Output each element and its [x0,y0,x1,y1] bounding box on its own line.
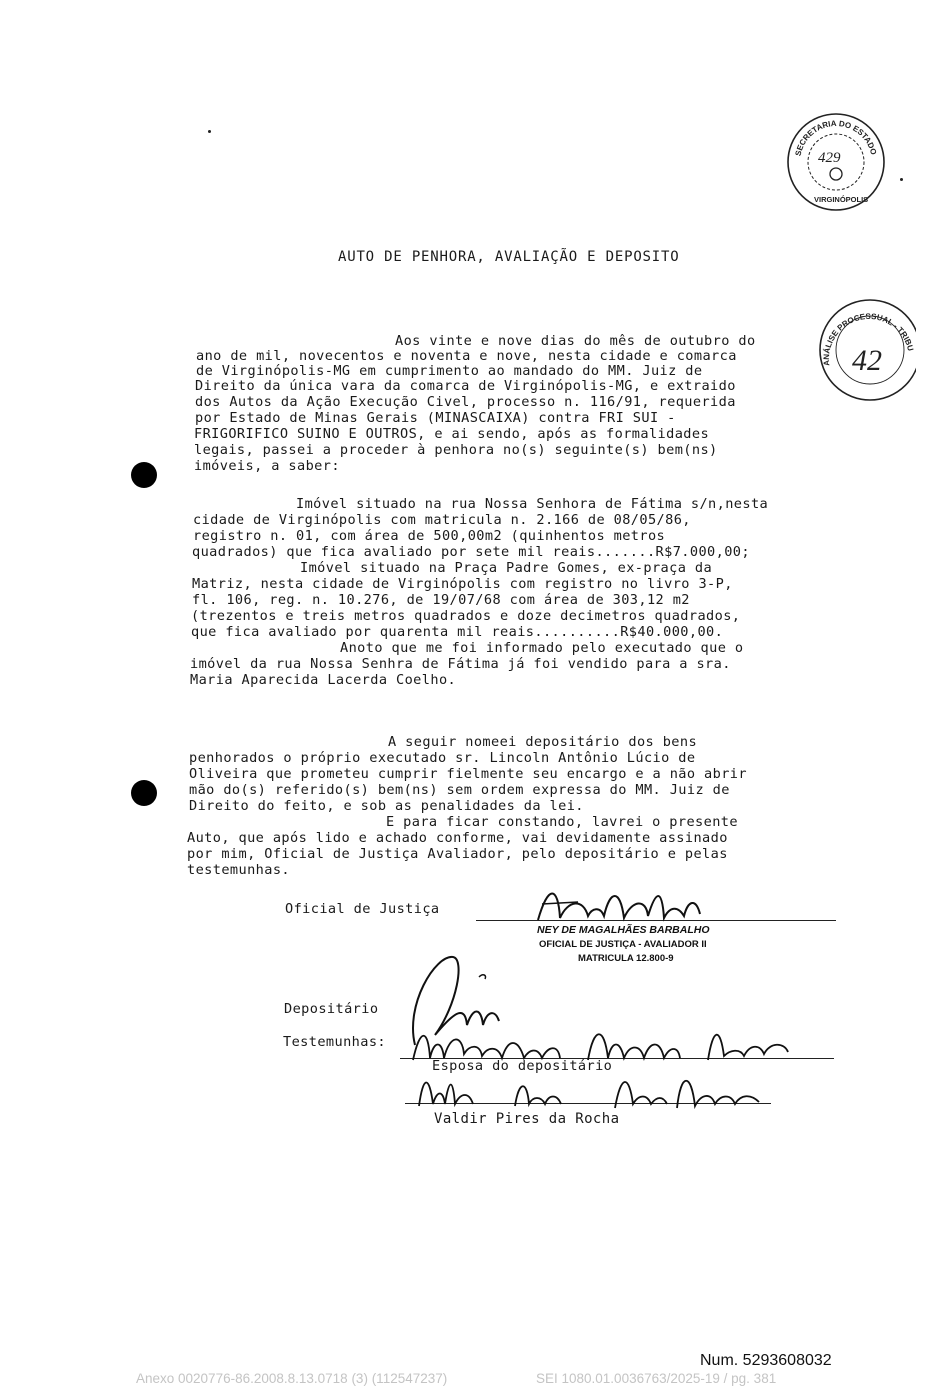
paragraph-3-line: Direito do feito, e sob as penalidades da lei. [189,798,584,814]
paragraph-3-line: A seguir nomeei depositário dos bens [388,734,698,750]
paragraph-1-line: de Virginópolis-MG em cumprimento ao mandado do MM. Juiz de [196,363,703,379]
depositario-label: Depositário [284,1001,379,1017]
paragraph-2-line: que fica avaliado por quarenta mil reais..........R$40.000,00. [191,624,724,640]
paragraph-2-line: Imóvel situado na Praça Padre Gomes, ex-praça da [300,560,713,576]
paragraph-2-line: imóvel da rua Nossa Senhra de Fátima já foi vendido para a sra. [190,656,731,672]
oficial-name: NEY DE MAGALHÃES BARBALHO [537,924,710,936]
witness1-caption: Esposa do depositário [432,1058,613,1074]
paragraph-1-line: imóveis, a saber: [194,458,340,474]
paragraph-1-line: legais, passei a proceder à penhora no(s) seguinte(s) bem(ns) [194,442,718,458]
paragraph-3-line: E para ficar constando, lavrei o presente [386,814,738,830]
paragraph-2-line: cidade de Virginópolis com matricula n. 2.166 de 08/05/86, [193,512,691,528]
scan-speck [900,178,903,181]
paragraph-2-line: Imóvel situado na rua Nossa Senhora de Fátima s/n,nesta [296,496,769,512]
paragraph-1-line: Direito da única vara da comarca de Virginópolis-MG, e extraido [195,378,736,394]
paragraph-3-line: penhorados o próprio executado sr. Lincoln Antônio Lúcio de [189,750,696,766]
testemunhas-label: Testemunhas: [283,1034,387,1050]
document-title: AUTO DE PENHORA, AVALIAÇÃO E DEPOSITO [338,249,680,265]
paragraph-2-line: fl. 106, reg. n. 10.276, de 19/07/68 com área de 303,12 m2 [192,592,690,608]
side-seal-handwritten-number: 42 [852,344,882,377]
paragraph-3-line: por mim, Oficial de Justiça Avaliador, pelo depositário e pelas [187,846,728,862]
side-seal-stamp [812,290,916,406]
paragraph-2-line: Anoto que me foi informado pelo executado que o [340,640,744,656]
paragraph-2-line: quadrados) que fica avaliado por sete mil reais.......R$7.000,00; [192,544,750,560]
punch-hole [131,780,157,806]
document-number: Num. 5293608032 [700,1352,832,1369]
paragraph-2-line: (trezentos e treis metros quadrados e doze decimetros quadrados, [191,608,741,624]
side-seal-outer-text: ANÁLISE PROCESSUAL - TRIBU [821,311,916,367]
witness2-handwritten-signature [415,1068,775,1114]
oficial-matricula: MATRICULA 12.800-9 [578,953,674,964]
paragraph-2-line: Maria Aparecida Lacerda Coelho. [190,672,457,688]
top-seal-stamp [784,110,888,214]
oficial-role: OFICIAL DE JUSTIÇA - AVALIADOR II [539,939,707,950]
top-seal-bottom-text: VIRGINÓPOLIS [814,195,869,204]
paragraph-3-line: Auto, que após lido e achado conforme, vai devidamente assinado [187,830,728,846]
paragraph-2-line: Matriz, nesta cidade de Virginópolis com registro no livro 3-P, [192,576,733,592]
paragraph-1-line: por Estado de Minas Gerais (MINASCAIXA) contra FRI SUI - [195,410,676,426]
top-seal-outer-text: SECRETARIA DO ESTADO [793,118,879,157]
punch-hole [131,462,157,488]
paragraph-1-line: dos Autos da Ação Execução Civel, processo n. 116/91, requerida [195,394,736,410]
paragraph-3-line: Oliveira que prometeu cumprir fielmente seu encargo e a não abrir [189,766,747,782]
top-seal-number: 429 [818,150,841,166]
paragraph-3-line: mão do(s) referido(s) bem(ns) sem ordem expressa do MM. Juiz de [189,782,730,798]
oficial-label: Oficial de Justiça [285,901,440,917]
paragraph-1-line: ano de mil, novecentos e noventa e nove, nesta cidade e comarca [196,348,737,364]
witness2-name: Valdir Pires da Rocha [434,1111,620,1127]
footer-anexo: Anexo 0020776-86.2008.8.13.0718 (3) (112547237) [136,1371,448,1386]
paragraph-2-line: registro n. 01, com área de 500,00m2 (quinhentos metros [193,528,666,544]
paragraph-1-line: Aos vinte e nove dias do mês de outubro do [395,333,756,349]
paragraph-3-line: testemunhas. [187,862,291,878]
scan-speck [208,130,211,133]
footer-sei: SEI 1080.01.0036763/2025-19 / pg. 381 [536,1371,777,1386]
oficial-handwritten-signature [528,880,708,930]
paragraph-1-line: FRIGORIFICO SUINO E OUTROS, e ai sendo, após as formalidades [194,426,710,442]
